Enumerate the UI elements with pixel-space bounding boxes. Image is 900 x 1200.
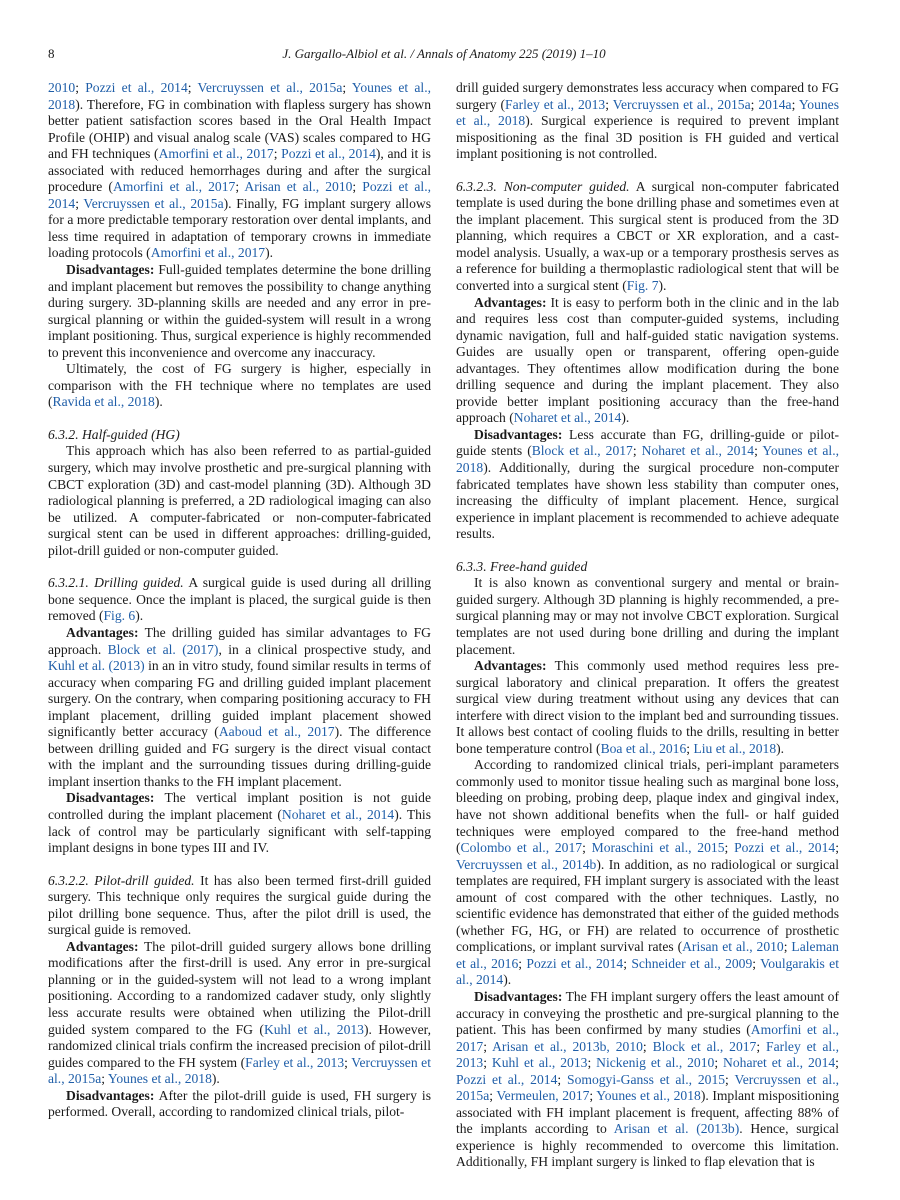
text-run: The vertical implant position is not guide controlled during the implant placement ( (48, 790, 431, 822)
text-run: ). (621, 410, 630, 426)
label-heading: Advantages: (474, 658, 547, 674)
text-run: ). (776, 740, 785, 756)
text-run: , in a clinical prospective study, and (218, 641, 431, 657)
paragraph-advantages (456, 295, 839, 427)
citation-link[interactable]: Liu et al., 2018 (693, 740, 777, 756)
citation-link[interactable]: Fig. 7 (626, 278, 659, 294)
citation-link[interactable]: Kuhl et al., 2013 (263, 1021, 364, 1037)
subsection-drilling-guided (48, 575, 431, 625)
citation-link[interactable]: Younes et al., 2018 (48, 80, 431, 112)
text-run: ). Surgical experience is required to prevent implant mispositioning as the final 3D position is FH guided and vertical implant positioning is not controlled. (456, 113, 839, 162)
text-run: After the pilot-drill guide is used, FH surgery is performed. Overall, according to randomized clinical trials, pilot- (48, 1087, 431, 1120)
text-run: ; (187, 80, 198, 95)
citation-link[interactable]: Amorfini et al., 2017 (150, 245, 266, 261)
citation-link[interactable]: Block et al., 2017 (652, 1038, 757, 1054)
citation-link[interactable]: Amorfini et al., 2017 (158, 146, 274, 162)
citation-link[interactable]: Vercruyssen et al., 2015a (456, 1071, 839, 1104)
citation-link[interactable]: Somogyi-Ganss et al., 2015 (567, 1071, 726, 1087)
text-run: ; (235, 179, 245, 195)
citation-link[interactable]: Aaboud et al., 2017 (218, 724, 335, 740)
section-heading-free-hand: 6.3.3. Free-hand guided (456, 558, 588, 574)
text-run: The FH implant surgery offers the least amount of accuracy in conveying the prosthetic and pre-surgical planning to the patient. This has been confirmed by many studies ( (456, 988, 839, 1038)
citation-link[interactable]: Younes et al., 2018 (596, 1088, 701, 1104)
text-run: ; (557, 1071, 568, 1087)
text-run: ). Finally, FG implant surgery allows for a more predictable temporary restoration over dental implants, and less time required in adaptation of temporary crowns in immediate loading protocols ( (48, 195, 431, 261)
paragraph (48, 443, 431, 559)
text-run: ; (589, 1088, 597, 1104)
text-run: ). However, randomized clinical trials confirm the increased precision of pilot-drill guides compared to the FH system ( (48, 1021, 432, 1070)
text-run: ; (587, 1055, 597, 1071)
citation-link[interactable]: Farley et al., 2013 (245, 1054, 345, 1070)
text-run: ). (135, 608, 144, 624)
text-run: This approach which has also been referred to as partial-guided surgery, which may involve prosthetic and pre-surgical planning with CBCT exploration (3D) and cast-model planning (3D). Although 3D radiological planning is preferred, a 2D radiological imaging can also be utilized. A computer-fabricated or non-computer-fabricated surgical stent can be used in different approaches: drilling-guided, pilot-drill guided or non-computer guided. (48, 443, 431, 558)
text-run: in an in vitro study, found similar results in terms of accuracy when comparing FG and drilling guided implant placement surgery. On the contrary, when comparing positioning accuracy to FH implant placement, drilling guided implant placement showed significantly better accuracy ( (48, 658, 431, 740)
citation-link[interactable]: Pozzi et al., 2014 (85, 80, 188, 95)
text-run: ; (835, 840, 839, 856)
paragraph-disadvantages (456, 989, 839, 1171)
citation-link[interactable]: 2014a (758, 96, 792, 112)
citation-link[interactable]: Younes et al., 2018 (456, 96, 839, 129)
paragraph (48, 361, 431, 411)
text-run: ), and it is associated with reduced hemorrhages during and after the surgical procedure ( (48, 146, 431, 195)
text-run: ; (783, 939, 792, 955)
paragraph (48, 80, 431, 262)
paragraph (456, 757, 839, 989)
text-run: A surgical guide is used during all drilling bone sequence. Once the implant is placed, the surgical guide is then removed ( (48, 575, 431, 624)
text-run: ; (75, 80, 86, 95)
citation-link[interactable]: Vermeulen, 2017 (496, 1088, 590, 1104)
citation-link[interactable]: Farley et al., 2013 (456, 1038, 839, 1071)
text-run: ; (342, 80, 352, 95)
citation-link[interactable]: Block et al. (2017) (107, 641, 219, 657)
text-run: ; (754, 443, 763, 459)
citation-link[interactable]: Vercruyssen et al., 2015a (612, 96, 751, 112)
citation-link[interactable]: Vercruyssen et al., 2015a (197, 80, 343, 95)
paragraph (456, 575, 839, 658)
text-run: It is also known as conventional surgery and mental or brain-guided surgery. Although 3D planning is highly recommended, a pre-surgical planning may or may not involve CBCT exploration. Surgical templates are not used during bone drilling and during the implant placement. (456, 575, 839, 657)
label-heading: Advantages: (66, 938, 139, 954)
text-run: ). (265, 245, 274, 261)
subsection-pilot-drill-guided (48, 873, 431, 939)
text-run: ). The difference between drilling guided and FG surgery is the direct visual contact with the implant and the surrounding tissues during drilling-guide implant insertion thanks to the FH implant placement. (48, 724, 432, 789)
citation-link[interactable]: Vercruyssen et al., 2014b (456, 856, 597, 872)
text-run: ; (518, 955, 527, 971)
paragraph-disadvantages (48, 790, 431, 856)
label-heading: Disadvantages: (474, 988, 563, 1004)
page-header (48, 46, 840, 66)
text-run: ; (344, 1054, 352, 1070)
text-run: ; (605, 96, 613, 112)
text-run: ; (791, 96, 799, 112)
text-run: ; (752, 955, 761, 971)
subsection-title: 6.3.2.1. Drilling guided. (48, 575, 184, 591)
text-run: A surgical non-computer fabricated template is used during the bone drilling phase and sometimes even at the implant placement. This surgical stent is produced from the 3D planning, which requires a CBCT or XR exploration, and a cast-model analysis. Usually, a wax-up or a temporary prosthesis serves as a reference for building a thermoplastic radiological stent that will be converted into a surgical stent ( (456, 178, 839, 294)
text-run: The pilot-drill guided surgery allows bone drilling modifications after the first-drill is used. Any error in pre-surgical planning or in the guided-system will not lead to a wrong implant positioning. According to a randomized cadaver study, only slightly less accurate results were obtained when utilizing the Pilot-drill guided system compared to the FG ( (48, 938, 431, 1037)
running-head: J. Gargallo-Albiol et al. / Annals of Anatomy 225 (2019) 1–10 (282, 46, 606, 61)
text-run: ). Therefore, FG in combination with flapless surgery has shown better patient satisfaction scores based in the Oral Health Impact Profile (OHIP) and visual analog scale (VAS) scales compared to HG and FH techniques ( (48, 96, 431, 162)
text-run: ). Additionally, during the surgical procedure non-computer fabricated templates have shown less stability than computer ones, increasing the difficulty of implant placement. Hence, surgical experience in implant placement is recommended to achieve adequate results. (456, 460, 839, 542)
citation-link[interactable]: Boa et al., 2016 (600, 740, 687, 756)
text-run: Ultimately, the cost of FG surgery is higher, especially in comparison with the FH technique where no templates are used ( (48, 361, 431, 410)
section-heading-half-guided: 6.3.2. Half-guided (HG) (48, 426, 180, 442)
text-run: . Hence, surgical experience is highly recommended to overcome this limitation. Additionally, FH implant surgery is linked to flap elevation that is (456, 1121, 839, 1170)
text-run: This commonly used method requires less pre-surgical laboratory and clinical preparation. It offers the greatest surgical view during treatment without using any devices that can interfere with direct vision to the implant bed and surrounding tissues. It allows best contact of cooling fluids to the drills, resulting in better bone temperature control ( (456, 658, 839, 756)
label-heading: Disadvantages: (66, 1087, 155, 1103)
citation-link[interactable]: Voulgarakis et al., 2014 (456, 955, 839, 988)
citation-link[interactable]: Block et al., 2017 (531, 443, 633, 459)
label-heading: Advantages: (474, 294, 547, 310)
paragraph-disadvantages (48, 262, 431, 361)
citation-link[interactable]: Amorfini et al., 2017 (112, 179, 236, 195)
citation-link[interactable]: Nickenig et al., 2010 (596, 1055, 715, 1071)
text-run: It has also been termed first-drill guided surgery. This technique only requires the surgical guide during the pilot drilling bone sequence. Thus, after the pilot drill is used, the surgical guide is removed. (48, 872, 431, 938)
page-number: 8 (48, 46, 55, 61)
citation-link[interactable]: Younes et al., 2018 (107, 1071, 212, 1087)
citation-link[interactable]: Kuhl et al., 2013 (491, 1055, 588, 1071)
citation-link[interactable]: Noharet et al., 2014 (723, 1055, 836, 1071)
text-run: ; (582, 840, 592, 856)
citation-link[interactable]: Pozzi et al., 2014 (456, 1071, 558, 1087)
paragraph-advantages (48, 939, 431, 1088)
citation-link[interactable]: Moraschini et al., 2015 (591, 840, 725, 856)
label-heading: Advantages: (66, 624, 139, 640)
text-run: ; (623, 955, 632, 971)
citation-link[interactable]: Farley et al., 2013 (505, 96, 606, 112)
citation-link[interactable]: Laleman et al., 2016 (456, 939, 839, 971)
left-column (48, 80, 431, 1121)
text-run: The drilling guided has similar advantages to FG approach. (48, 624, 431, 657)
text-run: According to randomized clinical trials, peri-implant parameters commonly used to monitor tissue healing such as marginal bone loss, bleeding on probing, probing deep, plaque index and gingival index, have not shown additional benefits when the full- or half guided techniques were employed compared to the free-hand method ( (456, 757, 839, 856)
label-heading: Disadvantages: (66, 262, 155, 278)
citation-link[interactable]: Fig. 6 (103, 608, 136, 624)
text-run: Full-guided templates determine the bone drilling and implant placement but removes the possibility to change anything during surgery. 3D-planning skills are needed and any error in pre-surgical planning or within the guided-system will result in a wrong implant positioning. Thus, surgical experience is highly recommended to prevent this inconvenience and overcome any inaccuracy. (48, 262, 431, 360)
paragraph-advantages (48, 625, 431, 790)
text-run: ; (352, 179, 363, 195)
text-run: ). (503, 972, 512, 988)
citation-link[interactable]: Amorfini et al., 2017 (456, 1022, 839, 1054)
citation-link[interactable]: Pozzi et al., 2014 (48, 179, 431, 211)
citation-link[interactable]: Arisan et al., 2013b, 2010 (492, 1038, 643, 1054)
text-run: ). (658, 278, 667, 294)
text-run: ; (714, 1055, 724, 1071)
citation-link[interactable]: 2010 (48, 80, 76, 95)
text-run: ; (483, 1055, 492, 1071)
citation-link[interactable]: Kuhl et al. (2013) (48, 658, 145, 674)
text-run: ; (724, 840, 735, 856)
citation-link[interactable]: Colombo et al., 2017 (460, 840, 583, 856)
citation-link[interactable]: Pozzi et al., 2014 (526, 955, 624, 971)
text-run: ). In addition, as no radiological or surgical templates are required, FH implant surgery is associated with the least amount of cost compared with the other techniques. Lastly, no scientific evidence has demonstrated that either of the guided methods (whether FG, HG, or FH) are related to occurrence of prosthetic complications, or implant survival rates ( (456, 856, 839, 955)
citation-link[interactable]: Noharet et al., 2014 (641, 443, 755, 459)
citation-link[interactable]: Pozzi et al., 2014 (734, 840, 836, 856)
subsection-non-computer-guided (456, 179, 839, 295)
citation-link[interactable]: Arisan et al., 2010 (244, 179, 353, 195)
text-run: ). Implant mispositioning associated with FH implant placement is frequent, affecting 88% of the implants according to (456, 1088, 840, 1137)
text-run: ). This lack of control may be particularly significant with self-tapping implant designs in bone types III and IV. (48, 806, 431, 856)
text-run: It is easy to perform both in the clinic and in the lab and requires less cost than computer-guided systems, including dynamic navigation, full and half-guided static navigation systems. Guides are usually open or transparent, offering open-guide advantages. They oftentimes allow modification during the bone drilling sequence and during the implant placement. They also provide better implant positioning accuracy than the free-hand approach ( (456, 294, 839, 426)
citation-link[interactable]: Pozzi et al., 2014 (281, 146, 376, 162)
citation-link[interactable]: Vercruyssen et al., 2015a (48, 1054, 431, 1087)
text-run: ; (686, 740, 694, 756)
text-run: ; (725, 1071, 735, 1087)
subsection-title: 6.3.2.2. Pilot-drill guided. (48, 872, 195, 888)
citation-link[interactable]: Schneider et al., 2009 (631, 955, 753, 971)
text-run: ; (483, 1038, 493, 1054)
text-run: ; (101, 1071, 108, 1087)
citation-link[interactable]: Noharet et al., 2014 (513, 410, 622, 426)
paragraph-advantages (456, 658, 839, 757)
citation-link[interactable]: Noharet et al., 2014 (281, 806, 395, 822)
text-run: ; (642, 1038, 653, 1054)
text-run: ; (750, 96, 759, 112)
text-run: ; (756, 1038, 767, 1054)
text-run: Less accurate than FG, drilling-guide or pilot-guide stents ( (456, 426, 839, 459)
text-run: ). (211, 1071, 220, 1087)
paragraph (456, 80, 839, 163)
citation-link[interactable]: Arisan et al. (2013b) (613, 1121, 740, 1137)
subsection-title: 6.3.2.3. Non-computer guided. (456, 178, 630, 194)
text-run: drill guided surgery demonstrates less accuracy when compared to FG surgery ( (456, 80, 839, 112)
label-heading: Disadvantages: (474, 426, 563, 442)
citation-link[interactable]: Younes et al., 2018 (456, 443, 839, 476)
text-run: ; (273, 146, 282, 162)
citation-link[interactable]: Vercruyssen et al., 2015a (83, 195, 224, 211)
text-run: ; (489, 1088, 497, 1104)
citation-link[interactable]: Ravida et al., 2018 (52, 394, 155, 410)
label-heading: Disadvantages: (66, 790, 155, 806)
text-run: ; (632, 443, 642, 459)
paragraph-disadvantages (456, 427, 839, 543)
citation-link[interactable]: Arisan et al., 2010 (682, 939, 784, 955)
text-run: ). (154, 394, 163, 410)
text-run: ; (835, 1055, 839, 1071)
right-column (456, 80, 839, 1171)
text-run: ; (75, 195, 84, 211)
paragraph-disadvantages (48, 1088, 431, 1121)
